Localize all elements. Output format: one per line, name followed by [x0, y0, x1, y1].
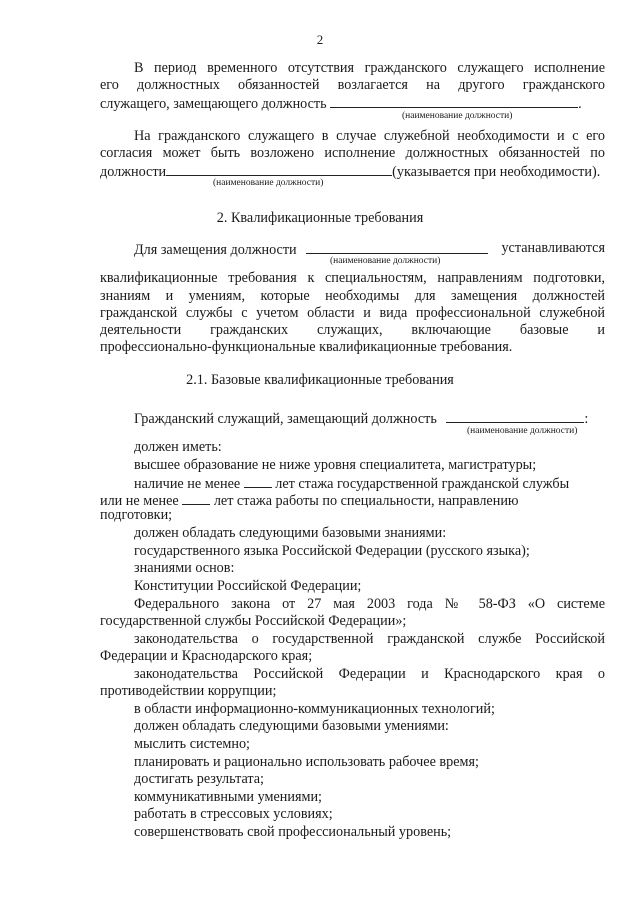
- paragraph-3-text-end: устанавливаются: [501, 240, 605, 256]
- position-blank: [306, 240, 488, 254]
- list-item-continued: подготовки;: [100, 507, 173, 523]
- page-number: 2: [316, 32, 324, 47]
- period: .: [578, 96, 582, 112]
- list-item: мыслить системно;: [134, 736, 250, 752]
- list-item: знаниями основ:: [134, 560, 235, 576]
- paragraph-2-note: (указывается при необходимости).: [392, 164, 601, 180]
- list-item: должен иметь:: [134, 439, 222, 455]
- list-item-text: лет стажа государственной гражданской службы: [275, 476, 570, 492]
- paragraph-1-line-2: его должностных обязанностей возлагается на другого гражданского: [100, 77, 605, 93]
- paragraph-2-text: должности: [100, 164, 167, 180]
- list-item: в области информационно-коммуникационных технологий;: [134, 701, 495, 717]
- list-item: должен обладать следующими базовыми умениями:: [134, 718, 449, 734]
- position-blank: [446, 409, 584, 423]
- list-item: коммуникативными умениями;: [134, 789, 322, 805]
- position-caption: (наименование должности): [330, 256, 441, 266]
- list-item: достигать результата;: [134, 771, 264, 787]
- section-2-1-heading: 2.1. Базовые квалификационные требования: [186, 372, 454, 388]
- years-blank: [244, 474, 272, 488]
- list-item-continued: Федерации и Краснодарского края;: [100, 648, 313, 664]
- paragraph-3-line-4: гражданской службы с учетом области и вида профессиональной служебной: [100, 305, 605, 321]
- list-item: совершенствовать свой профессиональный уровень;: [134, 824, 452, 840]
- list-item-text: лет стажа работы по специальности, направлению: [213, 493, 519, 509]
- position-caption: (наименование должности): [402, 111, 513, 121]
- position-blank: [330, 94, 578, 108]
- years-blank: [182, 491, 210, 505]
- position-caption: (наименование должности): [213, 178, 324, 188]
- list-item: Конституции Российской Федерации;: [134, 578, 362, 594]
- paragraph-4-text: Гражданский служащий, замещающий должность: [134, 411, 437, 427]
- paragraph-2-line-1: На гражданского служащего в случае служебной необходимости и с его: [134, 128, 605, 144]
- list-item-continued: противодействии коррупции;: [100, 683, 277, 699]
- section-2-heading: 2. Квалификационные требования: [216, 210, 424, 226]
- list-item-text: наличие не менее: [134, 476, 241, 492]
- paragraph-3-line-3: знаниям и умениям, которые необходимы для замещения должностей: [100, 288, 605, 304]
- list-item: должен обладать следующими базовыми знаниями:: [134, 525, 447, 541]
- paragraph-3-line-2: квалификационные требования к специальностям, направлениям подготовки,: [100, 270, 605, 286]
- paragraph-1-line-3: [100, 94, 600, 113]
- colon: :: [584, 411, 589, 427]
- paragraph-3-line-5: деятельности гражданских служащих, включающие базовые и: [100, 322, 605, 338]
- paragraph-3-text: Для замещения должности: [134, 242, 297, 258]
- paragraph-1-text: служащего, замещающего должность: [100, 96, 327, 112]
- list-item: государственного языка Российской Федерации (русского языка);: [134, 543, 530, 559]
- paragraph-3-line-6: профессионально-функциональные квалификационные требования.: [100, 339, 513, 355]
- list-item: высшее образование не ниже уровня специалитета, магистратуры;: [134, 457, 537, 473]
- list-item-text: или не менее: [100, 493, 179, 509]
- list-item: планировать и рационально использовать рабочее время;: [134, 754, 479, 770]
- list-item: законодательства о государственной гражданской службе Российской: [134, 631, 605, 647]
- list-item: работать в стрессовых условиях;: [134, 806, 333, 822]
- paragraph-1-line-1: В период временного отсутствия гражданского служащего исполнение: [134, 60, 605, 76]
- position-caption: (наименование должности): [467, 426, 578, 436]
- position-blank: [166, 162, 392, 176]
- list-item-continued: государственной службы Российской Федерации»;: [100, 613, 407, 629]
- list-item: Федерального закона от 27 мая 2003 года № 58-ФЗ «О системе: [134, 596, 605, 612]
- paragraph-2-line-2: согласия может быть возложено исполнение должностных обязанностей по: [100, 145, 605, 161]
- paragraph-2-line-3: [100, 162, 605, 181]
- list-item: законодательства Российской Федерации и Краснодарского края о: [134, 666, 605, 682]
